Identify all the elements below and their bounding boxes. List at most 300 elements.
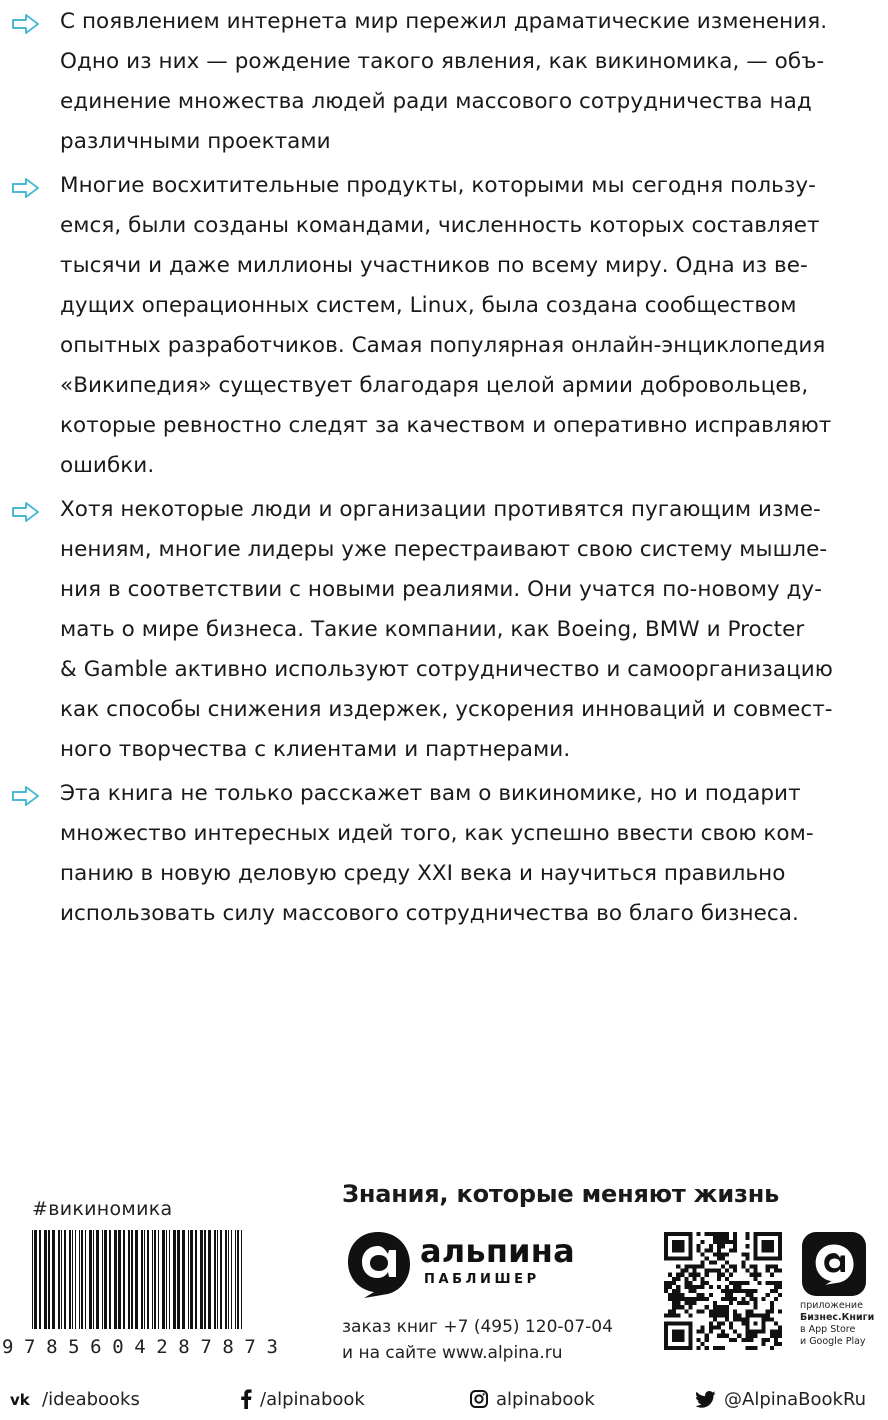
paragraph-line: различными проектами xyxy=(60,129,331,154)
arrow-right-icon xyxy=(12,14,40,34)
qr-module xyxy=(705,1346,709,1350)
qr-module xyxy=(697,1273,701,1277)
barcode-bar xyxy=(214,1230,216,1329)
qr-module xyxy=(672,1309,676,1313)
qr-module xyxy=(774,1342,778,1346)
barcode-bar xyxy=(195,1230,197,1329)
qr-module xyxy=(672,1313,676,1317)
qr-module xyxy=(733,1330,737,1334)
qr-module xyxy=(725,1305,729,1309)
barcode-bar xyxy=(104,1230,107,1329)
qr-module xyxy=(733,1281,737,1285)
qr-module xyxy=(729,1293,733,1297)
qr-module xyxy=(733,1265,737,1269)
facebook-icon xyxy=(240,1389,252,1409)
barcode-bar xyxy=(166,1230,167,1329)
qr-module xyxy=(774,1297,778,1301)
qr-module xyxy=(733,1248,737,1252)
qr-module xyxy=(717,1236,721,1240)
qr-module xyxy=(749,1346,753,1350)
publisher-subname: ПАБЛИШЕР xyxy=(424,1272,540,1287)
qr-module xyxy=(774,1330,778,1334)
qr-module xyxy=(676,1301,680,1305)
social-twitter-handle: @AlpinaBookRu xyxy=(724,1388,867,1410)
paragraph-line: Эта книга не только расскажет вам о викиномике, но и подарит xyxy=(60,781,801,806)
barcode-bar xyxy=(173,1230,176,1329)
qr-module xyxy=(692,1297,696,1301)
qr-module xyxy=(676,1265,680,1269)
qr-module xyxy=(717,1285,721,1289)
qr-module xyxy=(692,1269,696,1273)
qr-module xyxy=(741,1322,745,1326)
qr-module xyxy=(737,1285,741,1289)
barcode-bar xyxy=(75,1230,76,1329)
qr-module xyxy=(737,1281,741,1285)
qr-module xyxy=(725,1252,729,1256)
qr-module xyxy=(733,1244,737,1248)
qr-module xyxy=(733,1289,737,1293)
paragraph-line: & Gamble активно используют сотрудничество и самоорганизацию xyxy=(60,657,833,682)
qr-module xyxy=(749,1273,753,1277)
qr-module xyxy=(709,1326,713,1330)
qr-module xyxy=(668,1285,672,1289)
publisher-logo-icon xyxy=(342,1228,414,1300)
qr-module xyxy=(688,1285,692,1289)
qr-module xyxy=(737,1313,741,1317)
qr-module xyxy=(770,1309,774,1313)
barcode-bar xyxy=(128,1230,130,1329)
qr-module xyxy=(692,1285,696,1289)
barcode-bar xyxy=(131,1230,133,1329)
qr-module xyxy=(770,1281,774,1285)
qr-module xyxy=(770,1334,774,1338)
qr-module xyxy=(737,1334,741,1338)
qr-module xyxy=(754,1305,758,1309)
qr-module xyxy=(709,1244,713,1248)
paragraph-line: которые ревностно следят за качеством и оперативно исправляют xyxy=(60,413,832,438)
instagram-icon xyxy=(470,1390,488,1408)
list-item xyxy=(12,2,827,162)
qr-module xyxy=(684,1265,688,1269)
qr-module xyxy=(713,1309,717,1313)
qr-module xyxy=(754,1277,758,1281)
qr-module xyxy=(697,1346,701,1350)
barcode-bar xyxy=(188,1230,189,1329)
qr-module xyxy=(672,1301,676,1305)
barcode-bar xyxy=(225,1230,227,1329)
barcode-bar xyxy=(39,1230,41,1329)
qr-code xyxy=(664,1232,782,1350)
qr-module xyxy=(754,1289,758,1293)
qr-module xyxy=(688,1273,692,1277)
qr-module xyxy=(749,1309,753,1313)
qr-module xyxy=(717,1248,721,1252)
social-facebook xyxy=(240,1386,365,1412)
qr-module xyxy=(737,1301,741,1305)
app-logo-icon xyxy=(802,1232,866,1296)
qr-module xyxy=(717,1269,721,1273)
qr-module xyxy=(770,1305,774,1309)
qr-module xyxy=(725,1309,729,1313)
qr-module xyxy=(717,1322,721,1326)
qr-module xyxy=(676,1285,680,1289)
barcode-bar xyxy=(32,1230,33,1329)
qr-module xyxy=(729,1297,733,1301)
qr-module xyxy=(766,1313,770,1317)
qr-module xyxy=(762,1240,774,1252)
qr-module xyxy=(745,1281,749,1285)
qr-module xyxy=(778,1334,782,1338)
qr-module xyxy=(725,1260,729,1264)
qr-module xyxy=(680,1269,684,1273)
qr-module xyxy=(692,1265,696,1269)
barcode-bar xyxy=(69,1230,71,1329)
qr-module xyxy=(709,1248,713,1252)
qr-module xyxy=(697,1285,701,1289)
qr-module xyxy=(692,1277,696,1281)
qr-module xyxy=(713,1313,717,1317)
qr-module xyxy=(774,1265,778,1269)
qr-module xyxy=(717,1277,721,1281)
qr-module xyxy=(754,1269,758,1273)
qr-module xyxy=(705,1256,709,1260)
qr-module xyxy=(725,1297,729,1301)
qr-module xyxy=(717,1244,721,1248)
hashtag: #викиномика xyxy=(32,1198,173,1220)
qr-module xyxy=(754,1297,758,1301)
qr-module xyxy=(778,1342,782,1346)
paragraph-line: емся, были созданы командами, численность которых составляет xyxy=(60,213,820,238)
qr-module xyxy=(754,1322,758,1326)
qr-module xyxy=(721,1322,725,1326)
qr-module xyxy=(749,1265,753,1269)
qr-module xyxy=(705,1334,709,1338)
qr-module xyxy=(766,1281,770,1285)
qr-module xyxy=(754,1265,758,1269)
qr-module xyxy=(729,1301,733,1305)
qr-module xyxy=(705,1269,709,1273)
social-vk xyxy=(10,1386,140,1412)
qr-module xyxy=(717,1346,721,1350)
qr-module xyxy=(741,1338,745,1342)
paragraph-line: мать о мире бизнеса. Такие компании, как Boeing, BMW и Procter xyxy=(60,617,805,642)
qr-module xyxy=(729,1273,733,1277)
qr-module xyxy=(709,1322,713,1326)
qr-module xyxy=(762,1338,766,1342)
qr-module xyxy=(725,1240,729,1244)
qr-module xyxy=(721,1252,725,1256)
order-site: и на сайте www.alpina.ru xyxy=(342,1343,563,1363)
barcode-bar xyxy=(85,1230,86,1329)
qr-module xyxy=(745,1293,749,1297)
qr-module xyxy=(713,1317,717,1321)
qr-module xyxy=(749,1293,753,1297)
qr-module xyxy=(717,1309,721,1313)
qr-module xyxy=(684,1281,688,1285)
qr-module xyxy=(676,1305,680,1309)
barcode-bar xyxy=(204,1230,206,1329)
qr-module xyxy=(745,1338,749,1342)
paragraph-line: тысячи и даже миллионы участников по всему миру. Одна из ве- xyxy=(60,253,808,278)
qr-module xyxy=(701,1240,705,1244)
arrow-right-icon xyxy=(12,502,40,522)
qr-module xyxy=(688,1301,692,1305)
qr-module xyxy=(770,1330,774,1334)
barcode-bar xyxy=(235,1230,236,1329)
qr-module xyxy=(754,1334,758,1338)
qr-module xyxy=(741,1317,745,1321)
qr-module xyxy=(762,1297,766,1301)
qr-module xyxy=(778,1330,782,1334)
barcode-bar xyxy=(200,1230,203,1329)
qr-module xyxy=(692,1301,696,1305)
barcode-bar xyxy=(89,1230,92,1329)
qr-module xyxy=(701,1297,705,1301)
qr-module xyxy=(729,1240,733,1244)
qr-module xyxy=(705,1338,709,1342)
qr-module xyxy=(668,1309,672,1313)
app-info xyxy=(800,1300,880,1348)
barcode-bar xyxy=(64,1230,66,1329)
barcode-bar xyxy=(169,1230,170,1329)
qr-module xyxy=(713,1236,717,1240)
qr-module xyxy=(721,1313,725,1317)
paragraph-line: Хотя некоторые люди и организации противятся пугающим изме- xyxy=(60,497,821,522)
qr-module xyxy=(672,1293,676,1297)
qr-module xyxy=(680,1297,684,1301)
qr-module xyxy=(684,1277,688,1281)
barcode-bar xyxy=(217,1230,218,1329)
qr-module xyxy=(725,1232,729,1236)
qr-module xyxy=(705,1273,709,1277)
list-item xyxy=(12,774,814,934)
qr-module xyxy=(733,1338,737,1342)
barcode-bar xyxy=(147,1230,149,1329)
order-info xyxy=(342,1314,613,1366)
qr-module xyxy=(770,1346,774,1350)
qr-module xyxy=(717,1334,721,1338)
qr-module xyxy=(737,1317,741,1321)
qr-module xyxy=(664,1289,668,1293)
qr-module xyxy=(709,1293,713,1297)
qr-module xyxy=(741,1301,745,1305)
paragraph-line: нениям, многие лидеры уже перестраивают свою систему мышле- xyxy=(60,537,828,562)
qr-module xyxy=(770,1317,774,1321)
arrow-right-icon xyxy=(12,786,40,806)
qr-module xyxy=(754,1273,758,1277)
qr-module xyxy=(741,1297,745,1301)
barcode-bar xyxy=(237,1230,239,1329)
qr-module xyxy=(721,1236,725,1240)
social-instagram xyxy=(470,1386,595,1412)
qr-module xyxy=(778,1269,782,1273)
qr-module xyxy=(766,1309,770,1313)
qr-module xyxy=(705,1232,709,1236)
qr-module xyxy=(745,1256,749,1260)
barcode-bar xyxy=(96,1230,99,1329)
qr-module xyxy=(688,1281,692,1285)
qr-module xyxy=(770,1301,774,1305)
qr-module xyxy=(717,1273,721,1277)
paragraph-line: использовать силу массового сотрудничества во благо бизнеса. xyxy=(60,901,799,926)
qr-module xyxy=(766,1269,770,1273)
qr-module xyxy=(770,1265,774,1269)
qr-module xyxy=(717,1256,721,1260)
qr-module xyxy=(709,1309,713,1313)
qr-module xyxy=(709,1285,713,1289)
app-name: Бизнес.Книги xyxy=(800,1312,875,1323)
qr-module xyxy=(680,1293,684,1297)
barcode-bar xyxy=(102,1230,103,1329)
barcode xyxy=(32,1230,244,1329)
qr-module xyxy=(733,1317,737,1321)
paragraph-line: ошибки. xyxy=(60,453,155,478)
qr-module xyxy=(733,1269,737,1273)
qr-module xyxy=(697,1309,701,1313)
qr-module xyxy=(741,1252,745,1256)
qr-module xyxy=(733,1309,737,1313)
qr-module xyxy=(697,1232,701,1236)
paragraph-line: Многие восхитительные продукты, которыми мы сегодня пользу- xyxy=(60,173,816,198)
qr-module xyxy=(684,1297,688,1301)
barcode-bar xyxy=(220,1230,222,1329)
qr-module xyxy=(749,1289,753,1293)
qr-module xyxy=(672,1289,676,1293)
qr-module xyxy=(745,1301,749,1305)
qr-module xyxy=(725,1277,729,1281)
qr-module xyxy=(688,1313,692,1317)
qr-module xyxy=(717,1252,721,1256)
qr-module xyxy=(697,1248,701,1252)
qr-module xyxy=(721,1346,725,1350)
app-line: приложение xyxy=(800,1300,863,1311)
qr-module xyxy=(692,1273,696,1277)
qr-module xyxy=(668,1313,672,1317)
qr-module xyxy=(680,1305,684,1309)
qr-module xyxy=(778,1309,782,1313)
barcode-bar xyxy=(208,1230,211,1329)
app-line: в App Store xyxy=(800,1324,856,1335)
qr-module xyxy=(774,1338,778,1342)
qr-module xyxy=(709,1269,713,1273)
qr-module xyxy=(717,1326,721,1330)
barcode-bar xyxy=(158,1230,159,1329)
arrow-right-icon xyxy=(12,178,40,198)
qr-module xyxy=(733,1240,737,1244)
paragraph-line: Одно из них — рождение такого явления, как викиномика, — объ- xyxy=(60,49,825,74)
qr-module xyxy=(721,1334,725,1338)
paragraph-line: опытных разработчиков. Самая популярная онлайн-энциклопедия xyxy=(60,333,826,358)
qr-module xyxy=(774,1281,778,1285)
barcode-bar xyxy=(135,1230,138,1329)
barcode-bar xyxy=(190,1230,193,1329)
qr-module xyxy=(725,1334,729,1338)
qr-module xyxy=(721,1305,725,1309)
qr-module xyxy=(713,1269,717,1273)
qr-module xyxy=(741,1281,745,1285)
barcode-bar xyxy=(109,1230,111,1329)
qr-module xyxy=(701,1309,705,1313)
qr-module xyxy=(729,1338,733,1342)
qr-module xyxy=(721,1240,725,1244)
qr-module xyxy=(672,1330,684,1342)
barcode-bar xyxy=(52,1230,55,1329)
qr-module xyxy=(729,1289,733,1293)
publisher-name: альпина xyxy=(420,1232,575,1270)
qr-module xyxy=(766,1338,770,1342)
qr-module xyxy=(721,1273,725,1277)
qr-module xyxy=(717,1313,721,1317)
qr-module xyxy=(725,1289,729,1293)
qr-module xyxy=(676,1273,680,1277)
qr-module xyxy=(713,1232,717,1236)
qr-module xyxy=(733,1313,737,1317)
qr-module xyxy=(701,1281,705,1285)
twitter-icon xyxy=(696,1391,716,1408)
qr-module xyxy=(668,1293,672,1297)
list-item xyxy=(12,490,833,770)
qr-module xyxy=(709,1313,713,1317)
qr-module xyxy=(749,1338,753,1342)
barcode-bar xyxy=(72,1230,73,1329)
qr-module xyxy=(733,1232,737,1236)
qr-module xyxy=(717,1240,721,1244)
barcode-bar xyxy=(162,1230,165,1329)
qr-module xyxy=(725,1285,729,1289)
qr-module xyxy=(701,1342,705,1346)
paragraph-line: множество интересных идей того, как успешно ввести свою ком- xyxy=(60,821,814,846)
qr-module xyxy=(701,1330,705,1334)
isbn-number: 9785604287873 xyxy=(2,1336,289,1358)
paragraph-line: как способы снижения издержек, ускорения инноваций и совмест- xyxy=(60,697,833,722)
qr-module xyxy=(733,1297,737,1301)
barcode-bar xyxy=(144,1230,145,1329)
qr-module xyxy=(705,1248,709,1252)
qr-module xyxy=(725,1269,729,1273)
qr-module xyxy=(754,1301,758,1305)
qr-module xyxy=(701,1260,705,1264)
qr-module xyxy=(688,1289,692,1293)
qr-module xyxy=(701,1265,705,1269)
qr-module xyxy=(688,1265,692,1269)
barcode-bar xyxy=(141,1230,143,1329)
qr-module xyxy=(676,1289,680,1293)
qr-module xyxy=(664,1313,668,1317)
barcode-bar xyxy=(58,1230,60,1329)
qr-module xyxy=(762,1342,766,1346)
qr-module xyxy=(725,1317,729,1321)
qr-module xyxy=(733,1285,737,1289)
barcode-bar xyxy=(182,1230,185,1329)
qr-module xyxy=(774,1289,778,1293)
qr-module xyxy=(729,1281,733,1285)
qr-module xyxy=(713,1301,717,1305)
qr-module xyxy=(741,1289,745,1293)
slogan: Знания, которые меняют жизнь xyxy=(342,1180,780,1208)
qr-module xyxy=(713,1346,717,1350)
qr-module xyxy=(721,1232,725,1236)
barcode-bar xyxy=(44,1230,47,1329)
qr-module xyxy=(688,1305,692,1309)
qr-module xyxy=(766,1317,770,1321)
barcode-bar xyxy=(34,1230,37,1329)
paragraph-line: ного творчества с клиентами и партнерами. xyxy=(60,737,571,762)
qr-module xyxy=(745,1236,749,1240)
qr-module xyxy=(668,1273,672,1277)
qr-module xyxy=(676,1277,680,1281)
qr-module xyxy=(749,1297,753,1301)
qr-module xyxy=(684,1285,688,1289)
